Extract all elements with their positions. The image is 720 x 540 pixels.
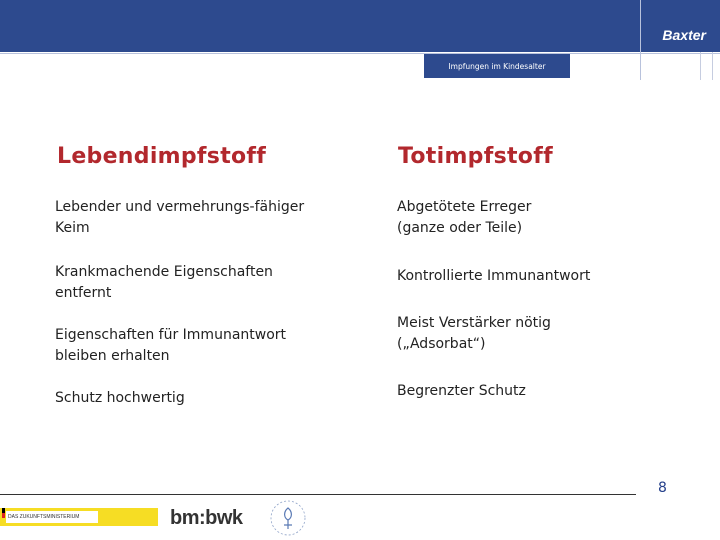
- header-vertical-rule: [640, 0, 641, 80]
- brand-logo-text: Baxter: [662, 27, 706, 43]
- flag-stripe: [2, 513, 5, 518]
- right-item: Abgetötete Erreger (ganze oder Teile): [397, 199, 532, 236]
- header-vertical-rule: [712, 52, 713, 80]
- header-divider: [0, 53, 720, 54]
- left-item: Lebender und vermehrungs-fähiger Keim: [55, 199, 305, 236]
- left-item: Schutz hochwertig: [55, 390, 185, 406]
- page-number: 8: [658, 480, 667, 496]
- header-vertical-rule: [700, 52, 701, 80]
- brand-logo-box: [641, 0, 720, 52]
- right-item: Meist Verstärker nötig („Adsorbat“): [397, 315, 551, 352]
- right-column-heading: Totimpfstoff: [398, 144, 553, 169]
- left-column-heading: Lebendimpfstoff: [57, 144, 267, 169]
- right-item: Kontrollierte Immunantwort: [397, 268, 591, 284]
- ministry-logo: [0, 508, 158, 526]
- header-bar: [0, 0, 640, 52]
- seal-logo-icon: [268, 498, 308, 538]
- ministry-logo-text: DAS ZUKUNFTSMINISTERIUM: [6, 511, 98, 523]
- left-item: Eigenschaften für Immunantwort bleiben erhalten: [55, 327, 287, 364]
- right-item: Begrenzter Schutz: [397, 383, 526, 399]
- presentation-subtitle: Impfungen im Kindesalter: [424, 54, 570, 78]
- footer-divider: [0, 494, 636, 495]
- left-item: Krankmachende Eigenschaften entfernt: [55, 264, 273, 301]
- bmbwk-logo: bm:bwk: [170, 507, 243, 529]
